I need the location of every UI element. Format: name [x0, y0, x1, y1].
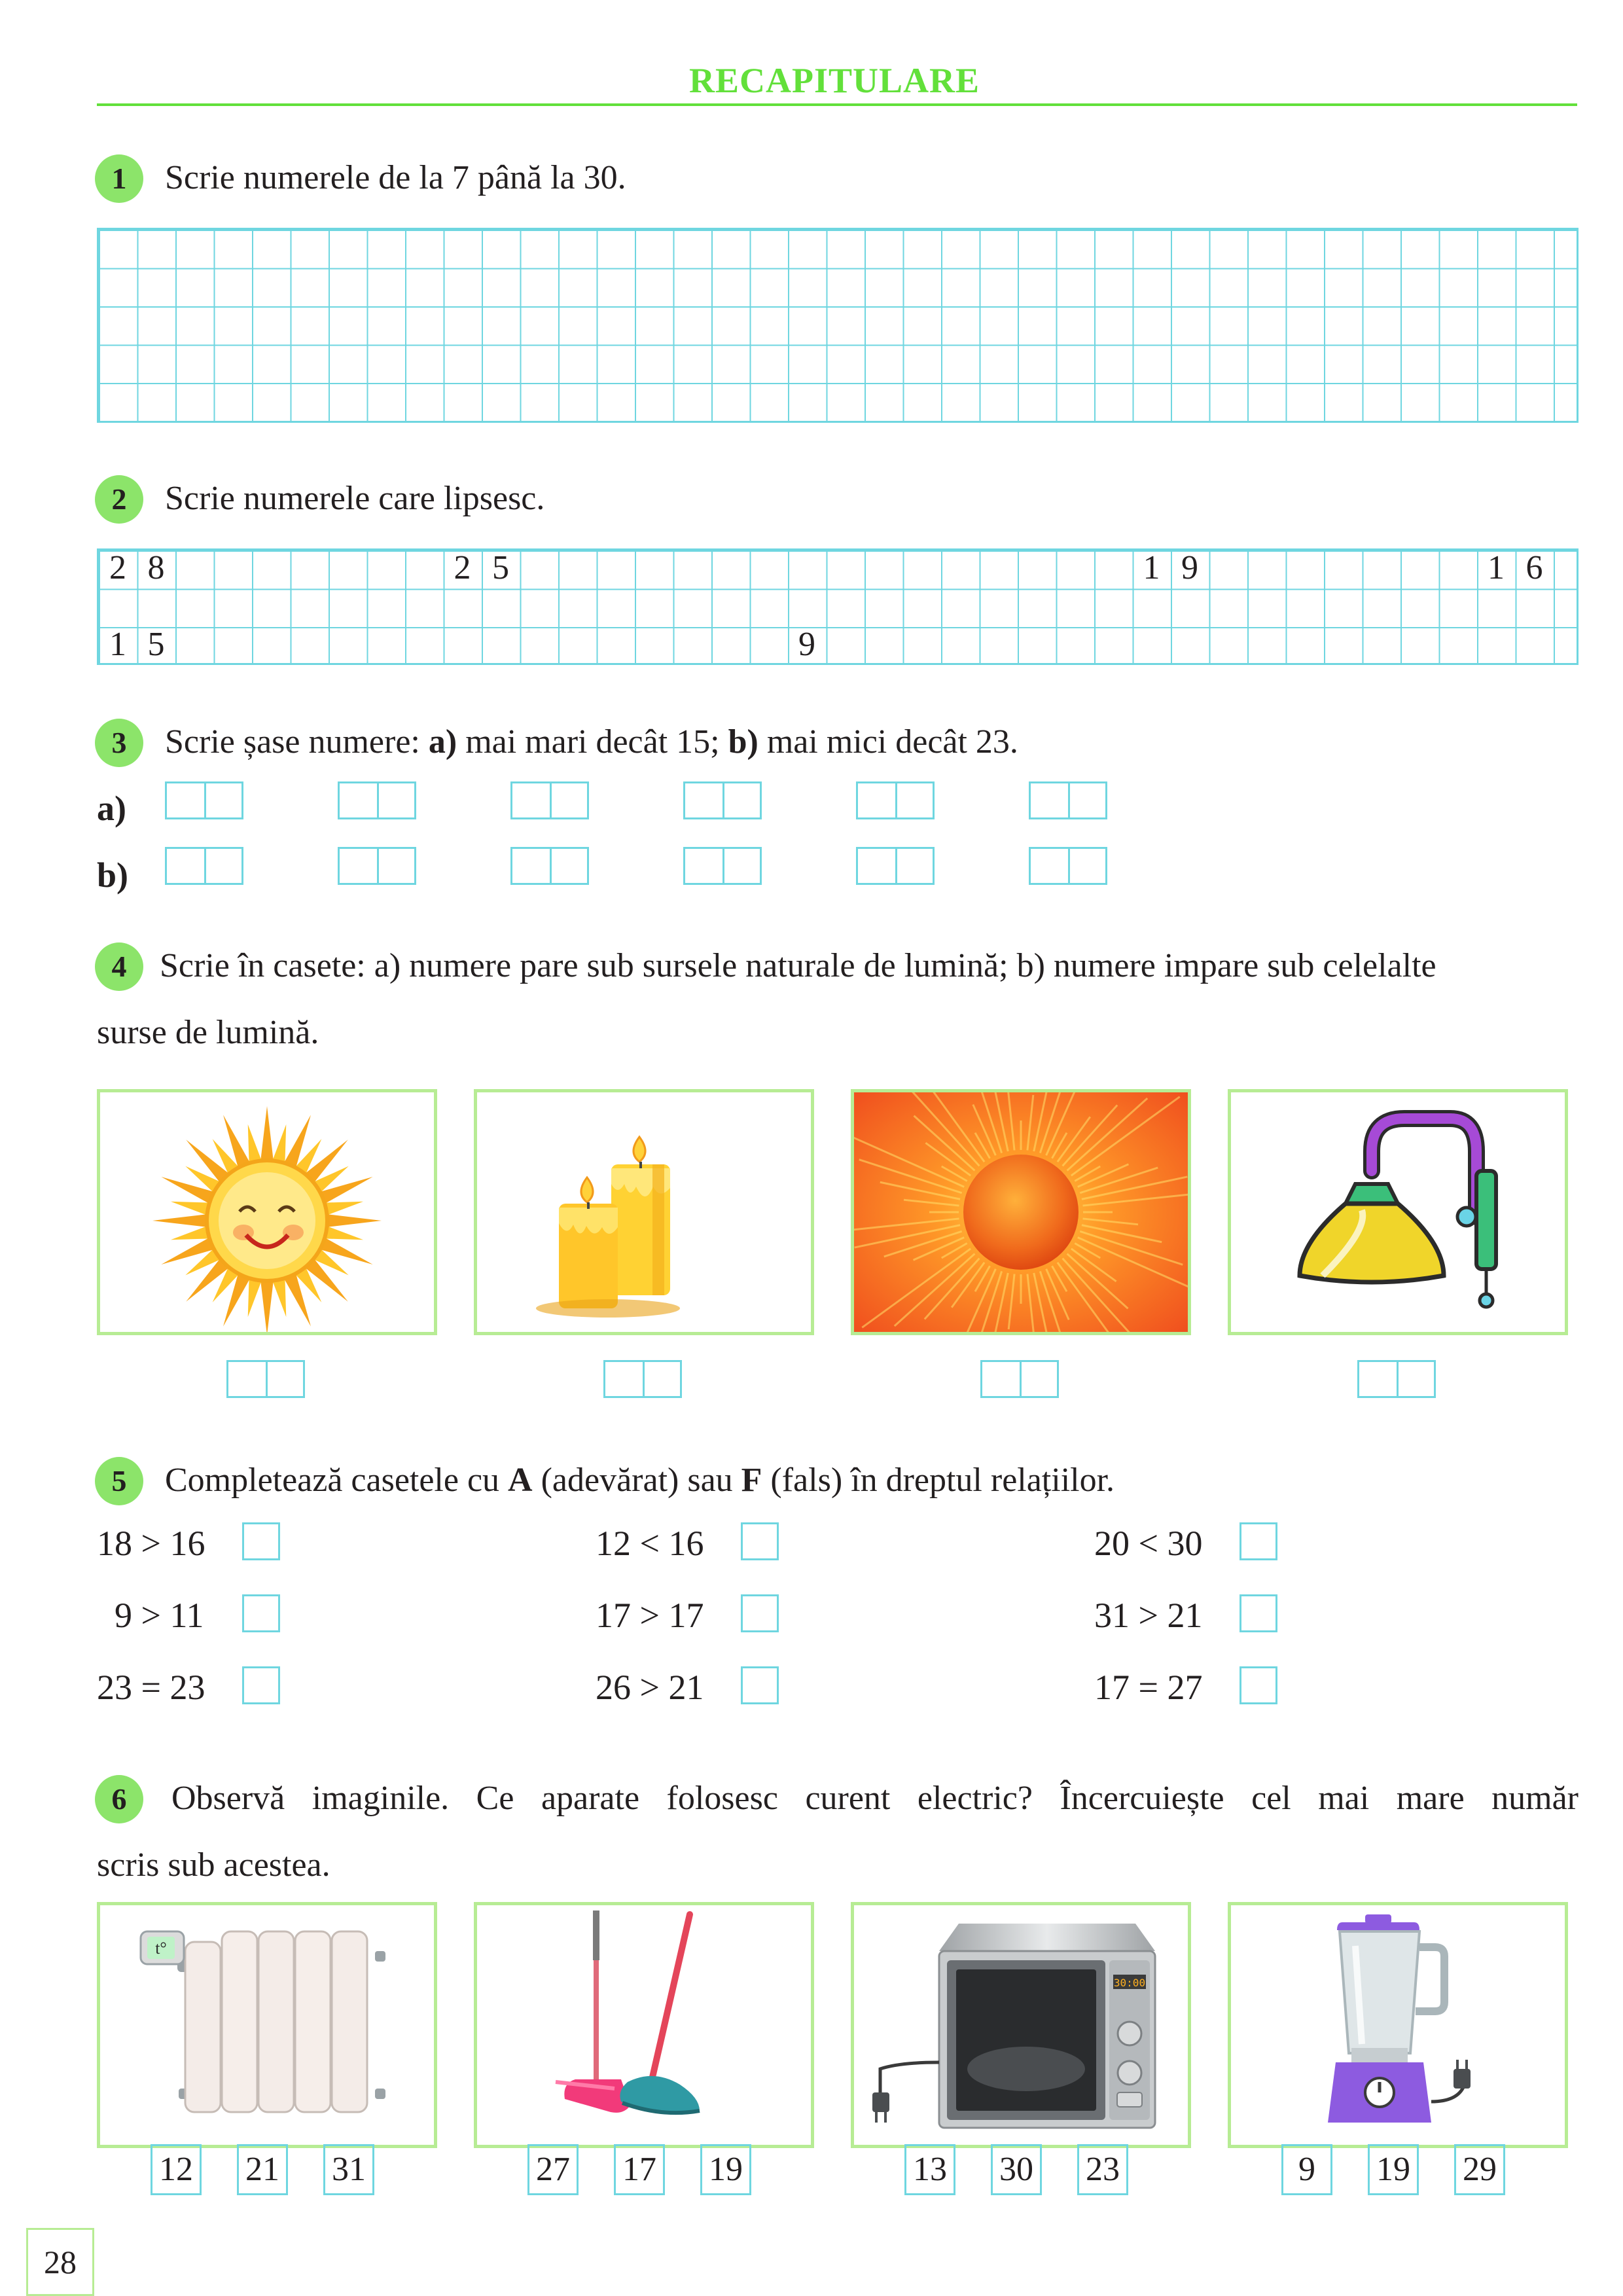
radiator-label: t° — [155, 1939, 167, 1958]
true-false-box[interactable] — [1240, 1666, 1277, 1704]
exercise-5-badge: 5 — [95, 1457, 143, 1505]
choice-number-box[interactable]: 19 — [1368, 2144, 1419, 2195]
exercise-3-prefix: Scrie șase numere: — [165, 723, 429, 761]
missing-number-digit: 9 — [1181, 549, 1198, 586]
exercise-5-f-text: (fals) în dreptul relațiilor. — [762, 1462, 1115, 1499]
exercise-3-badge: 3 — [95, 719, 143, 767]
answer-box-a[interactable] — [165, 781, 243, 819]
blender-icon — [1231, 1905, 1565, 2145]
radiator-icon — [100, 1905, 434, 2145]
broom-dustpan-icon — [477, 1905, 811, 2145]
answer-box-b[interactable] — [165, 847, 243, 885]
relation-text: 31 > 21 — [1094, 1596, 1203, 1635]
exercise-2-grid[interactable] — [97, 548, 1578, 665]
sun-icon — [100, 1092, 434, 1332]
exercise-3-a-text: mai mari decât 15; — [457, 723, 728, 761]
true-false-box[interactable] — [242, 1666, 280, 1704]
choice-number-box[interactable]: 27 — [527, 2144, 579, 2195]
choice-number-box[interactable]: 30 — [991, 2144, 1042, 2195]
exercise-4-line1: Scrie în casete: a) numere pare sub sursele naturale de lumină; b) numere impare sub celelalte — [160, 947, 1436, 984]
missing-number-digit: 2 — [109, 549, 126, 586]
true-false-box[interactable] — [242, 1594, 280, 1632]
exercise-6-line2: scris sub acestea. — [97, 1846, 330, 1884]
exercise-5-prefix: Completează casetele cu — [165, 1462, 508, 1499]
relation-text: 20 < 30 — [1094, 1524, 1203, 1563]
exercise-1-badge: 1 — [95, 154, 143, 203]
choice-number-box[interactable]: 21 — [237, 2144, 288, 2195]
choice-number-box[interactable]: 17 — [614, 2144, 665, 2195]
microwave-icon — [854, 1905, 1188, 2145]
missing-number-digit: 5 — [147, 626, 165, 663]
answer-box-b[interactable] — [338, 847, 416, 885]
choice-number-box[interactable]: 13 — [904, 2144, 955, 2195]
wall-lamp-icon — [1231, 1092, 1565, 1332]
exercise-2-badge: 2 — [95, 475, 143, 524]
choice-number-box[interactable]: 23 — [1077, 2144, 1128, 2195]
relation-text: 12 < 16 — [596, 1524, 704, 1563]
relation-text: 26 > 21 — [596, 1668, 704, 1707]
relation-text: 18 > 16 — [97, 1524, 205, 1563]
answer-box-b[interactable] — [510, 847, 589, 885]
exercise-6-line1: Observă imaginile. Ce aparate folosesc curent electric? Încercuiește cel mai mare număr — [171, 1780, 1578, 1817]
exercise-4-badge: 4 — [95, 942, 143, 991]
exercise-6-badge: 6 — [95, 1775, 143, 1823]
light-source-answer-box[interactable] — [603, 1360, 682, 1398]
title-rule — [97, 103, 1577, 106]
wall-lamp-image-frame — [1228, 1089, 1568, 1335]
missing-number-digit: 8 — [147, 549, 165, 586]
exercise-3-text — [165, 723, 1018, 762]
true-false-box[interactable] — [741, 1594, 779, 1632]
answer-box-b[interactable] — [683, 847, 762, 885]
relation-text: 17 > 17 — [596, 1596, 704, 1635]
light-source-answer-box[interactable] — [1357, 1360, 1436, 1398]
true-false-box[interactable] — [1240, 1594, 1277, 1632]
relation-text: 9 > 11 — [97, 1596, 204, 1635]
choice-number-box[interactable]: 12 — [151, 2144, 202, 2195]
exercise-3-row-b-label: b) — [97, 855, 129, 895]
missing-number-digit: 6 — [1525, 549, 1543, 586]
microwave-image-frame — [851, 1902, 1191, 2148]
exercise-2-text: Scrie numerele care lipsesc. — [165, 480, 545, 517]
missing-number-digit: 1 — [1143, 549, 1160, 586]
blender-image-frame — [1228, 1902, 1568, 2148]
choice-number-box[interactable]: 19 — [700, 2144, 751, 2195]
exercise-3-b-label: b) — [728, 723, 758, 761]
choice-number-box[interactable]: 31 — [323, 2144, 374, 2195]
light-source-answer-box[interactable] — [980, 1360, 1059, 1398]
sun-surface-icon — [854, 1092, 1188, 1332]
exercise-4-line2: surse de lumină. — [97, 1014, 319, 1051]
missing-number-digit: 9 — [798, 626, 815, 663]
sun-image-frame — [97, 1089, 437, 1335]
exercise-5-a-text: (adevărat) sau — [532, 1462, 741, 1499]
relation-text: 23 = 23 — [97, 1668, 205, 1707]
true-false-box[interactable] — [741, 1522, 779, 1560]
candles-icon — [477, 1092, 811, 1332]
missing-number-digit: 1 — [1488, 549, 1505, 586]
exercise-3-a-label: a) — [428, 723, 457, 761]
light-source-answer-box[interactable] — [226, 1360, 305, 1398]
microwave-display: 30:00 — [1113, 1977, 1146, 1989]
answer-box-b[interactable] — [1029, 847, 1107, 885]
relation-text: 17 = 27 — [1094, 1668, 1203, 1707]
exercise-3-row-a-label: a) — [97, 789, 126, 828]
true-false-box[interactable] — [1240, 1522, 1277, 1560]
exercise-5-a-letter: A — [508, 1462, 533, 1499]
answer-box-a[interactable] — [1029, 781, 1107, 819]
exercise-3-b-text: mai mici decât 23. — [758, 723, 1018, 761]
missing-number-digit: 5 — [492, 549, 509, 586]
broom-image-frame — [474, 1902, 814, 2148]
answer-box-a[interactable] — [683, 781, 762, 819]
exercise-5-f-letter: F — [741, 1462, 762, 1499]
choice-number-box[interactable]: 29 — [1454, 2144, 1505, 2195]
exercise-1-text: Scrie numerele de la 7 până la 30. — [165, 159, 626, 196]
candles-image-frame — [474, 1089, 814, 1335]
missing-number-digit: 1 — [109, 626, 126, 663]
true-false-box[interactable] — [741, 1666, 779, 1704]
exercise-5-text — [165, 1461, 1115, 1500]
true-false-box[interactable] — [242, 1522, 280, 1560]
radiator-image-frame — [97, 1902, 437, 2148]
answer-box-b[interactable] — [856, 847, 935, 885]
missing-number-digit: 2 — [454, 549, 471, 586]
page-number: 28 — [26, 2228, 94, 2296]
page-title: RECAPITULARE — [688, 61, 980, 100]
answer-box-a[interactable] — [856, 781, 935, 819]
exercise-1-grid[interactable] — [97, 228, 1578, 423]
sun-surface-image-frame — [851, 1089, 1191, 1335]
answer-box-a[interactable] — [338, 781, 416, 819]
choice-number-box[interactable]: 9 — [1281, 2144, 1332, 2195]
answer-box-a[interactable] — [510, 781, 589, 819]
